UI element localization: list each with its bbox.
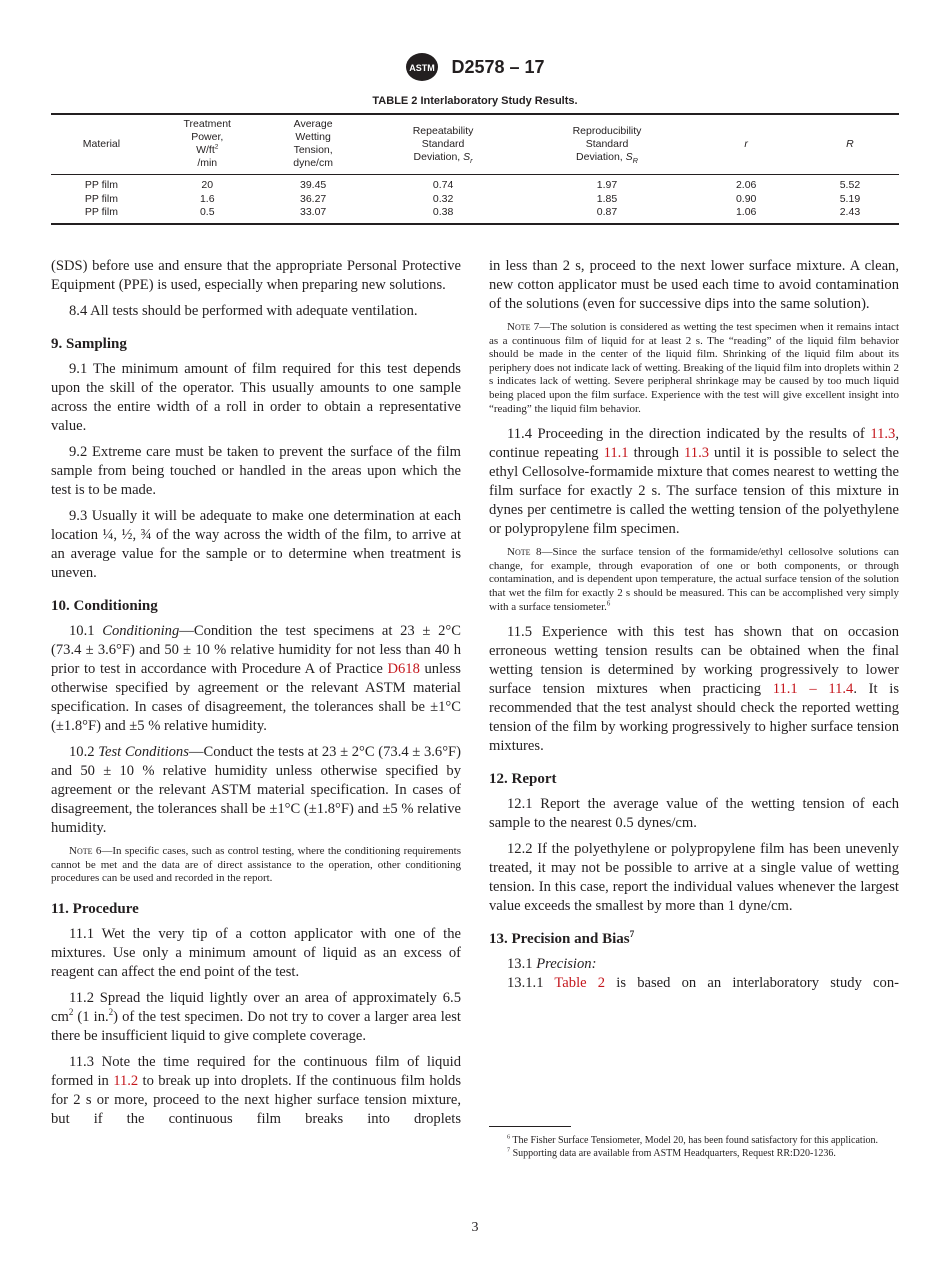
footnote-marker: 6 bbox=[507, 1133, 511, 1141]
paragraph: 11.3 Note the time required for the continuous film of liquid formed in 11.2 to break up into droplets. If the continuous film holds for 2 s or more, proceed to the next higher surface tension mixture, but if the continuous film breaks into droplets bbox=[51, 1053, 461, 1127]
paragraph: 13.1.1 Table 2 is based on an interlaboratory study con- bbox=[507, 975, 899, 992]
section-heading: 9. Sampling bbox=[51, 336, 127, 352]
table-row bbox=[51, 175, 899, 193]
column-header: Material bbox=[82, 137, 121, 150]
table-cell: 5.52 bbox=[839, 179, 861, 191]
left-column bbox=[51, 257, 461, 1136]
column-header: Treatment Power, $W/ft^2$ /min bbox=[183, 118, 231, 169]
table-cell: 0.38 bbox=[432, 206, 454, 218]
paragraph: in less than 2 s, proceed to the next lower surface mixture. A clean, new cotton applicator must be used each time to avoid contamination of the solutions (even for successive dips into the same solution). bbox=[489, 258, 899, 312]
cross-reference-link[interactable]: 11.1 – 11.4 bbox=[772, 681, 854, 698]
table-cell: 33.07 bbox=[299, 206, 327, 218]
footnote-marker: 2 bbox=[108, 1006, 114, 1017]
paragraph: 11.2 Spread the liquid lightly over an area of approximately 6.5 $cm^2$ (1 in.$^2$) of the test specimen. Do not try to cover a larger area lest there be insufficient liquid to give complete coverage. bbox=[51, 989, 461, 1044]
table-cell: 36.27 bbox=[299, 192, 327, 205]
paragraph: 10.2 Test Conditions—Conduct the tests at 23 ± 2°C (73.4 ± 3.6°F) and 50 ± 10 % relative humidity unless otherwise specified by agreement or the relevant ASTM material specification. In cases of disagreement, the tolerances shall be ±1°C (±1.8°F) and ±5 % relative humidity. bbox=[51, 744, 462, 836]
table-cell: 0.87 bbox=[596, 206, 618, 218]
interlaboratory-results-table bbox=[51, 113, 899, 225]
right-column bbox=[489, 257, 899, 1000]
column-header: Reproducibility Standard Deviation, $S_R$ bbox=[572, 124, 642, 165]
paragraph: 10.1 Conditioning—Condition the test specimens at 23 ± 2°C (73.4 ± 3.6°F) and 50 ± 10 % relative humidity for not less than 40 h prior to test in accordance with Procedure A of Practice D618 unless otherwise specified by agreement or the relevant ASTM material specification. In cases of disagreement, the tolerances shall be ±1°C (±1.8°F) and ±5 % relative humidity. bbox=[51, 623, 461, 734]
note-paragraph: Note 6—In specific cases, such as control testing, where the conditioning requirements cannot be met and the data are of direct assistance to the operation, other conditioning procedures can be used and recorded in the report. bbox=[51, 845, 461, 885]
note-label: Note 6 bbox=[69, 845, 102, 857]
cross-reference-link[interactable]: 11.3 bbox=[870, 426, 896, 443]
paragraph: 9.3 Usually it will be adequate to make one determination at each location ¼, ½, ¾ of the way across the width of the film, to arrive at an average value for the sample or to determine when treatment is uneven. bbox=[51, 508, 461, 581]
table-cell: 39.45 bbox=[299, 179, 327, 191]
section-heading: 10. Conditioning bbox=[51, 598, 158, 614]
table-cell: 0.32 bbox=[432, 192, 454, 205]
cross-reference-link[interactable]: D618 bbox=[387, 661, 420, 677]
table-cell: 2.43 bbox=[839, 206, 861, 218]
table-cell: 0.74 bbox=[432, 179, 454, 191]
column-header: r bbox=[744, 137, 748, 150]
page-header bbox=[0, 52, 950, 82]
table-cell: PP film bbox=[84, 192, 118, 205]
paragraph: 11.1 Wet the very tip of a cotton applicator with one of the mixtures. Use only a minimum amount of liquid as an excess of reagent can affect the end point of the test. bbox=[51, 925, 461, 980]
paragraph: 12.2 If the polyethylene or polypropylene film has been unevenly treated, it may not be possible to arrive at a single value of wetting tension. In this case, report the individual values whenever the largest value exceeds the smallest by more than 1 dyne/cm. bbox=[489, 841, 899, 915]
note-paragraph: Note 7—The solution is considered as wetting the test specimen when it remains intact as a continuous film of liquid for at least 2 s. The “reading” of the liquid film behavior should be made in the center of the liquid film. Shrinking of the liquid film about its periphery does not indicate lack of wetting. Breaking of the liquid film into droplets within 2 s indicates lack of wetting. Severe peripheral shrinkage may be caused by too much liquid being placed upon the film surface. Experience with the test will give excellent insight into “reading” the liquid film behavior. bbox=[489, 321, 899, 415]
astm-logo-icon bbox=[405, 52, 439, 82]
section-heading: 13. Precision and Bias$^7$ bbox=[489, 930, 635, 948]
table-cell: 1.06 bbox=[735, 206, 757, 218]
footnote-marker: 2 bbox=[68, 1006, 74, 1017]
note-label: Note 7 bbox=[507, 321, 540, 333]
svg-text:ASTM: ASTM bbox=[409, 63, 436, 73]
footnote-marker: 6 bbox=[606, 599, 611, 607]
cross-reference-link[interactable]: 11.1 bbox=[603, 445, 629, 462]
column-header: Repeatability Standard Deviation, $S_r$ bbox=[412, 124, 474, 165]
document-id: D2578 – 17 bbox=[451, 56, 545, 77]
cross-reference-link[interactable]: Table 2 bbox=[554, 975, 606, 992]
footnotes bbox=[489, 1134, 899, 1160]
cross-reference-link[interactable]: 11.3 bbox=[684, 445, 710, 462]
table-cell: 1.85 bbox=[596, 192, 618, 205]
table-cell: 0.90 bbox=[735, 192, 757, 205]
table-row bbox=[51, 206, 899, 224]
italic-term: Precision: bbox=[536, 956, 597, 973]
page-number: 3 bbox=[471, 1220, 479, 1235]
italic-term: Conditioning bbox=[102, 623, 180, 639]
column-header: Average Wetting Tension, dyne/cm bbox=[293, 118, 333, 169]
table-cell: 1.97 bbox=[596, 179, 618, 191]
paragraph: 9.2 Extreme care must be taken to prevent the surface of the film sample from being touched or handled in the areas upon which the test is to be made. bbox=[51, 444, 461, 498]
paragraph: 12.1 Report the average value of the wetting tension of each sample to the nearest 0.5 dynes/cm. bbox=[489, 796, 899, 832]
paragraph: 11.4 Proceeding in the direction indicated by the results of 11.3, continue repeating 11.1 through 11.3 until it is possible to select the ethyl Cellosolve-formamide mixture that comes nearest to wetting the film surface for exactly 2 s. The surface tension of this mixture in dynes per centimetre is called the wetting tension of the polyethylene or polypropylene film specimen. bbox=[489, 426, 899, 538]
table-cell: 5.19 bbox=[839, 192, 861, 205]
table-cell: PP film bbox=[84, 206, 118, 218]
footnote-marker: 7 bbox=[629, 930, 635, 941]
note-paragraph: Note 8—Since the surface tension of the formamide/ethyl cellosolve solutions can change, for example, through evaporation of one or both components, or through contamination, and is dependent upon temperature, the actual surface tension of the solution that wet the film for exactly 2 s should be measured. This can be accomplished very simply with a surface tensiometer.$^6$ bbox=[489, 546, 899, 613]
footnote-marker: 7 bbox=[507, 1146, 511, 1154]
note-label: Note 8 bbox=[507, 546, 542, 559]
paragraph: 8.4 All tests should be performed with adequate ventilation. bbox=[69, 303, 418, 319]
section-heading: 12. Report bbox=[489, 771, 557, 788]
footnote-divider bbox=[489, 1126, 571, 1127]
table-row bbox=[51, 193, 899, 207]
table-title: TABLE 2 Interlaboratory Study Results. bbox=[372, 95, 578, 107]
table-cell: 0.5 bbox=[199, 206, 215, 218]
paragraph: 13.1 Precision: bbox=[507, 956, 597, 973]
table-cell: 1.6 bbox=[199, 192, 215, 205]
cross-reference-link[interactable]: 11.2 bbox=[113, 1072, 139, 1089]
paragraph: 11.5 Experience with this test has shown that on occasion erroneous wetting tension results can be obtained when the final wetting tension is determined by working progressively to lower surface tension mixtures when practicing 11.1 – 11.4. It is recommended that the test analyst should check the reported wetting tension of the film by working progressively to higher surface tension mixtures. bbox=[489, 624, 900, 755]
paragraph: (SDS) before use and ensure that the appropriate Personal Protective Equipment (PPE) is used, especially when preparing new solutions. bbox=[51, 258, 461, 293]
paragraph: 9.1 The minimum amount of film required for this test depends upon the skill of the operator. This usually amounts to one sample across the entire width of a roll in order to obtain a representative value. bbox=[51, 361, 461, 434]
table-header-row bbox=[51, 114, 899, 175]
footnote: $^6$ The Fisher Surface Tensiometer, Model 20, has been found satisfactory for this application. bbox=[507, 1133, 878, 1146]
footnote: $^7$ Supporting data are available from ASTM Headquarters, Request RR:D20-1236. bbox=[507, 1146, 836, 1159]
table-cell: PP film bbox=[84, 179, 118, 191]
italic-term: Test Conditions bbox=[98, 744, 189, 760]
table-cell: 20 bbox=[201, 179, 214, 191]
section-heading: 11. Procedure bbox=[51, 900, 139, 917]
column-header: R bbox=[846, 137, 854, 150]
table-cell: 2.06 bbox=[735, 179, 757, 191]
